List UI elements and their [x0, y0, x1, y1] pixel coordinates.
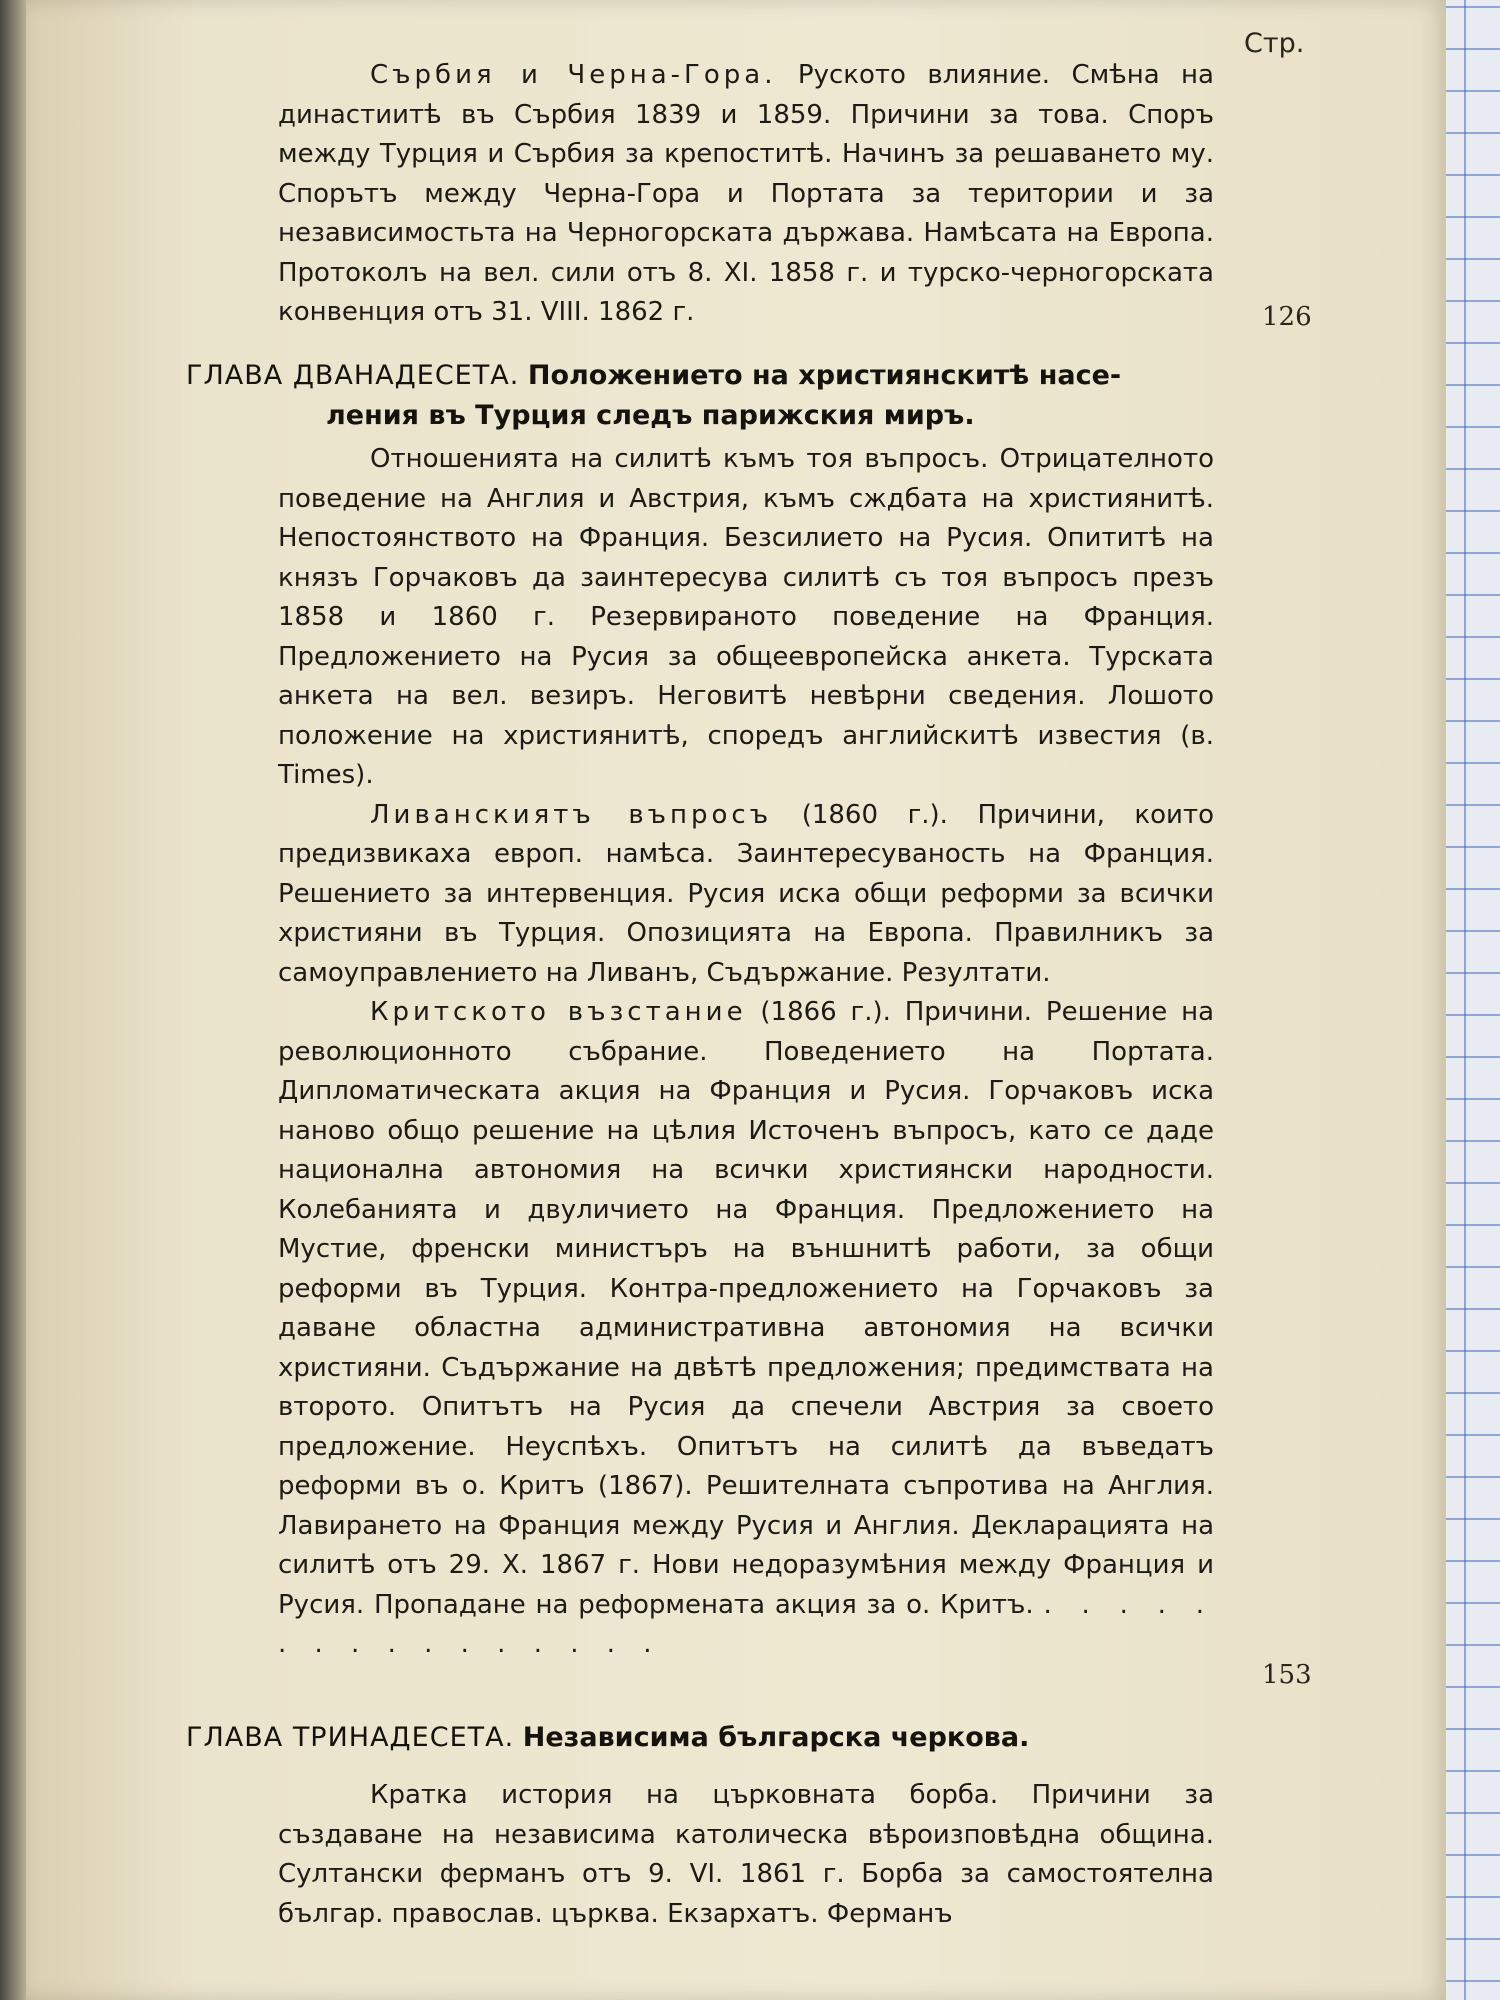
chapter-title: Независима българска черкова. [522, 1722, 1030, 1753]
section-lead: Сърбия и Черна-Гора. [370, 60, 777, 90]
section-serbia-montenegro [278, 56, 1214, 333]
chapter-heading [186, 356, 1226, 436]
chapter-body [278, 1776, 1214, 1934]
page-number: 153 [1262, 1660, 1312, 1690]
chapter-title-continued: ления въ Турция следъ парижския миръ. [326, 400, 975, 431]
paragraph: Кратка история на църковната борба. Причини за създаване на независима католическа вѣроизповѣдна община. Султански ферманъ отъ 9. VI. 1861 г. Борба за самостоятелна българ. православ. църква. Екзархатъ. Ферманъ [278, 1780, 1214, 1929]
paragraph-lead: Ливанскиятъ въпросъ [370, 799, 773, 830]
section-text: Руското влияние. Смѣна на династиитѣ въ Сърбия 1839 и 1859. Причини за това. Споръ между Турция и Сърбия за крепоститѣ. Начинъ за решаването му. Спорътъ между Черна-Гора и Портата за територии и за независимостьта на Черногорската държава. Намѣсата на Европа. Протоколъ на вел. сили отъ 8. XI. 1858 г. и турско-черногорската конвенция отъ 31. VIII. 1862 г. [278, 60, 1214, 327]
paragraph: (1860 г.). Причини, които предизвикаха европ. намѣса. Заинтересуваность на Франция. Решението за интервенция. Русия иска общи реформи за всички християни въ Турция. Опозицията на Европа. Правилникъ за самоуправлението на Ливанъ, Съдържание. Резултати. [278, 799, 1214, 988]
paragraph: (1866 г.). Причини. Решение на революционното събрание. Поведението на Портата. Дипломатическата акция на Франция и Русия. Горчаковъ иска наново общо решение на цѣлия Источенъ въпросъ, като се даде национална автономия на всички християнски народности. Колебанията и двуличието на Франция. Предложението на Мустие, френски министъръ на външнитѣ работи, за общи реформи въ Турция. Контра-предложението на Горчаковъ за даване областна административна автономия на всички християни. Съдържание на двѣтѣ предложения; предимствата на второто. Опитътъ на Русия да спечели Австрия за своето предложение. Неуспѣхъ. Опитътъ на силитѣ да въведатъ реформи въ о. Критъ (1867). Решителната съпротива на Англия. Лавирането на Франция между Русия и Англия. Декларацията на силитѣ отъ 29. X. 1867 г. Нови недоразумѣния между Франция и Русия. Пропадане на реформената акция за о. Критъ. [278, 997, 1214, 1620]
book-spine [0, 0, 26, 2000]
chapter-title: Положението на християнскитѣ насе- [527, 360, 1122, 391]
leader-dots: . . . . . . . . . . . . . . . . [278, 1589, 1215, 1659]
page-column-label: Стр. [1244, 28, 1305, 59]
chapter-label: ГЛАВА ДВАНАДЕСЕТА. [186, 360, 520, 391]
paragraph-lead: Критското възстание [370, 997, 747, 1027]
page-number: 126 [1262, 302, 1312, 332]
grid-paper-background [1446, 0, 1500, 2000]
chapter-label: ГЛАВА ТРИНАДЕСЕТА. [186, 1722, 515, 1753]
paragraph: Отношенията на силитѣ къмъ тоя въпросъ. Отрицателното поведение на Англия и Австрия, къмъ сждбата на християнитѣ. Непостоянството на Франция. Безсилието на Русия. Опититѣ на князъ Горчаковъ да заинтересува силитѣ съ тоя въпросъ презъ 1858 и 1860 г. Резервираното поведение на Франция. Предложението на Русия за общеевропейска анкета. Турската анкета на вел. везиръ. Неговитѣ невѣрни сведения. Лошото положение на християнитѣ, споредъ английскитѣ известия (в. Times). [278, 444, 1214, 790]
chapter-heading [186, 1718, 1226, 1758]
chapter-body [278, 440, 1214, 1665]
